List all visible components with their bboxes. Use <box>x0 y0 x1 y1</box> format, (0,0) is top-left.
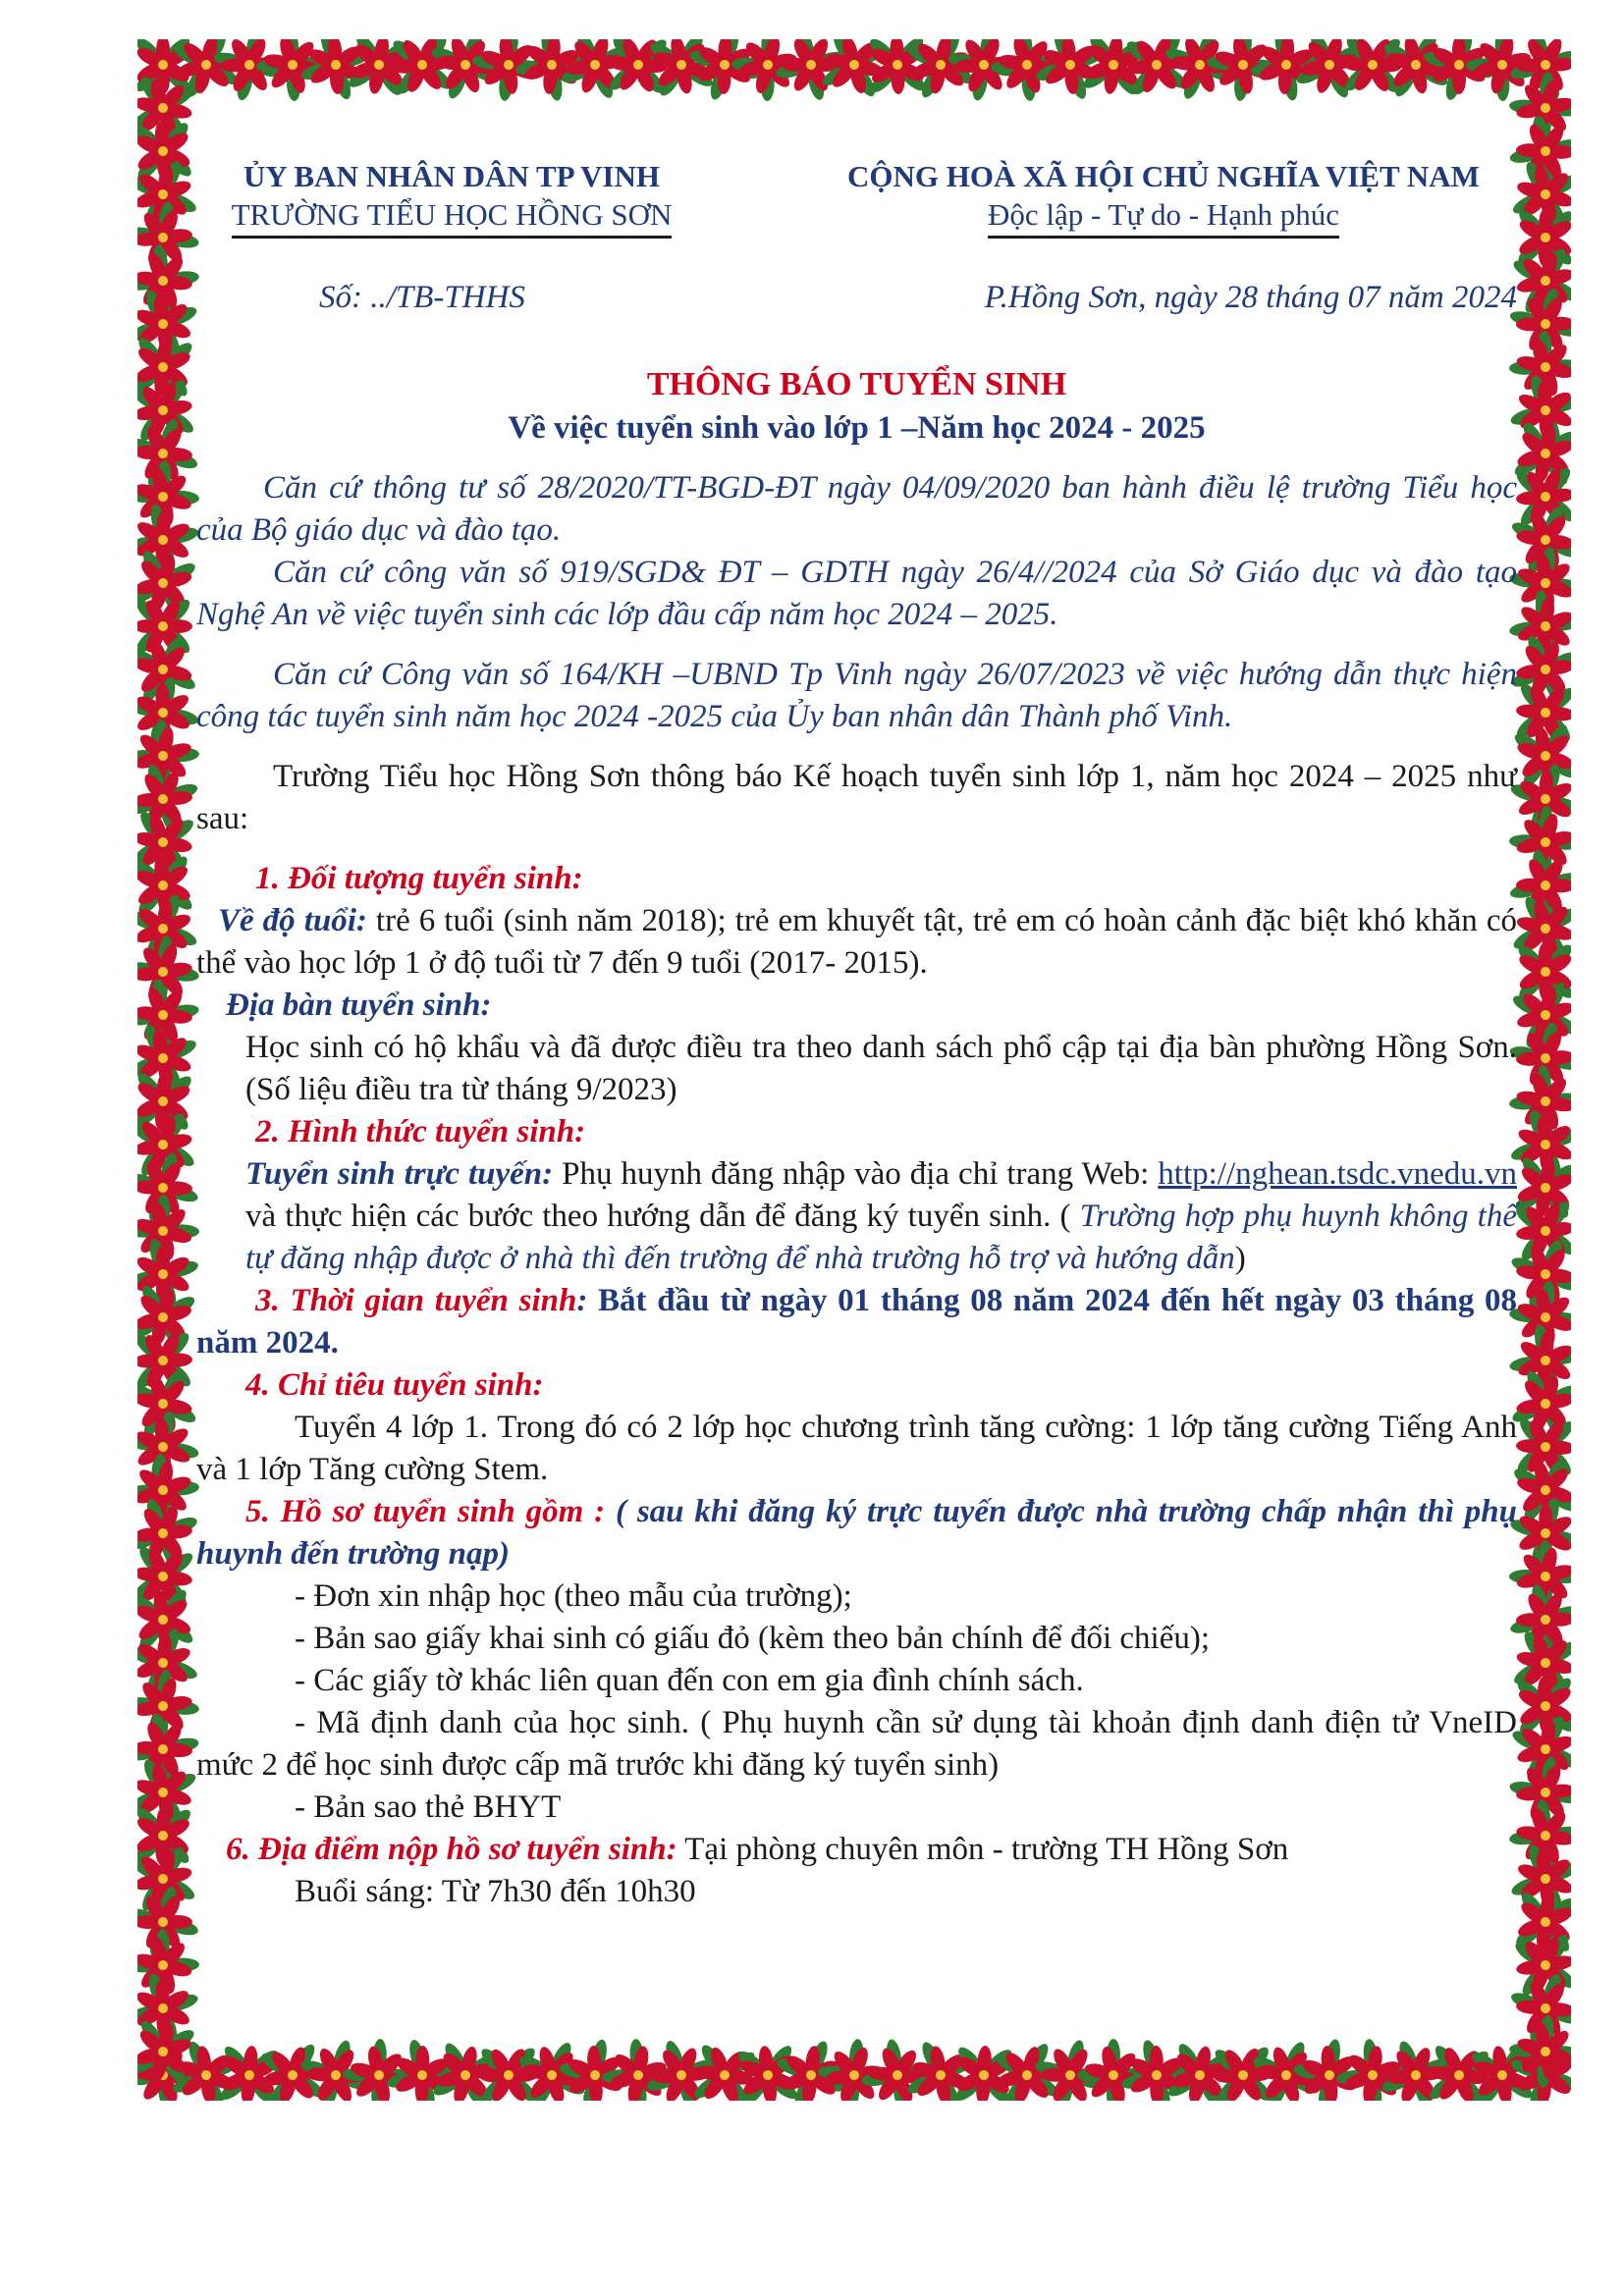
section-4-heading: 4. Chỉ tiêu tuyển sinh: <box>245 1367 544 1403</box>
issuer-block <box>196 157 707 239</box>
section-5-item-1: - Đơn xin nhập học (theo mẫu của trường); <box>295 1578 852 1614</box>
section-6-time: Buổi sáng: Từ 7h30 đến 10h30 <box>295 1874 696 1909</box>
section-5-item-3: - Các giấy tờ khác liên quan đến con em gia đình chính sách. <box>295 1663 1084 1698</box>
document-number: Số: ../TB-THHS <box>319 280 525 315</box>
document-header <box>196 157 1517 250</box>
place-date: P.Hồng Sơn, ngày 28 tháng 07 năm 2024 <box>984 280 1517 315</box>
section-3-text: 3. Thời gian tuyển sinh: Bắt đầu từ ngày 01 tháng 08 năm 2024 đến hết ngày 03 tháng 08 năm 2024. <box>196 1283 1518 1361</box>
section-4-text: Tuyển 4 lớp 1. Trong đó có 2 lớp học chương trình tăng cường: 1 lớp tăng cường Tiếng Anh và 1 lớp Tăng cường Stem. <box>196 1410 1517 1487</box>
section-1-heading: 1. Đối tượng tuyển sinh: <box>255 861 583 896</box>
section-1-age: Về độ tuổi: trẻ 6 tuổi (sinh năm 2018); trẻ em khuyết tật, trẻ em có hoàn cảnh đặc biệt khó khăn có thể vào học lớp 1 ở độ tuổi từ 7 đến 9 tuổi (2017- 2015). <box>196 903 1517 981</box>
section-5-heading: 5. Hồ sơ tuyển sinh gồm : ( sau khi đăng ký trực tuyến được nhà trường chấp nhận thì phụ huynh đến trường nạp) <box>196 1494 1518 1572</box>
basis-paragraph-3: Căn cứ Công văn số 164/KH –UBND Tp Vinh ngày 26/07/2023 về việc hướng dẫn thực hiện công tác tuyển sinh năm học 2024 -2025 của Ủy ban nhân dân Thành phố Vinh. <box>196 657 1517 734</box>
section-5-item-2: - Bản sao giấy khai sinh có giấu đỏ (kèm theo bản chính để đối chiếu); <box>295 1621 1211 1656</box>
section-2-heading: 2. Hình thức tuyển sinh: <box>255 1114 586 1149</box>
basis-paragraph-2: Căn cứ công văn số 919/SGD& ĐT – GDTH ngày 26/4//2024 của Sở Giáo dục và đào tạo Nghệ An về việc tuyển sinh các lớp đầu cấp năm học 2024 – 2025. <box>196 555 1517 632</box>
section-5-item-5: - Bản sao thẻ BHYT <box>295 1789 562 1825</box>
issuer-org: ỦY BAN NHÂN DÂN TP VINH <box>244 159 660 193</box>
country-name: CỘNG HOÀ XÃ HỘI CHỦ NGHĨA VIỆT NAM <box>847 159 1480 193</box>
document-body <box>196 467 1517 1913</box>
section-1-area-text: Học sinh có hộ khẩu và đã được điều tra theo danh sách phổ cập tại địa bàn phường Hồng Sơn. (Số liệu điều tra từ tháng 9/2023) <box>245 1030 1517 1107</box>
basis-paragraph-1: Căn cứ thông tư số 28/2020/TT-BGD-ĐT ngày 04/09/2020 ban hành điều lệ trường Tiểu học của Bộ giáo dục và đào tạo. <box>196 470 1517 548</box>
section-5-item-4: - Mã định danh của học sinh. ( Phụ huynh cần sử dụng tài khoản định danh điện tử VneID mức 2 để học sinh được cấp mã trước khi đăng ký tuyển sinh) <box>196 1705 1517 1783</box>
registration-link[interactable]: http://nghean.tsdc.vnedu.vn <box>1158 1156 1517 1192</box>
section-2-text: Tuyển sinh trực tuyến: Phụ huynh đăng nhập vào địa chỉ trang Web: http://nghean.tsdc.vnedu.vn và thực hiện các bước theo hướng dẫn để đăng ký tuyển sinh. ( Trường hợp phụ huynh không thể tự đăng nhập được ở nhà thì đến trường để nhà trường hỗ trợ và hướng dẫn) <box>245 1156 1517 1276</box>
intro-paragraph: Trường Tiểu học Hồng Sơn thông báo Kế hoạch tuyển sinh lớp 1, năm học 2024 – 2025 như sau: <box>196 759 1517 836</box>
section-1-area-label: Địa bàn tuyển sinh: <box>226 988 492 1023</box>
poinsettia-icon <box>137 596 193 657</box>
document-title: THÔNG BÁO TUYỂN SINH <box>646 366 1067 402</box>
issuer-school: TRƯỜNG TIỂU HỌC HỒNG SƠN <box>232 196 673 239</box>
document-meta <box>196 280 1517 348</box>
national-title-block <box>810 157 1517 239</box>
poinsettia-icon <box>389 39 456 98</box>
document-subtitle: Về việc tuyển sinh vào lớp 1 –Năm học 2024 - 2025 <box>508 410 1206 446</box>
national-motto: Độc lập - Tự do - Hạnh phúc <box>988 196 1339 239</box>
document-page <box>196 157 1517 1913</box>
section-6-heading: 6. Địa điểm nộp hồ sơ tuyển sinh: Tại phòng chuyên môn - trường TH Hồng Sơn <box>226 1832 1289 1867</box>
